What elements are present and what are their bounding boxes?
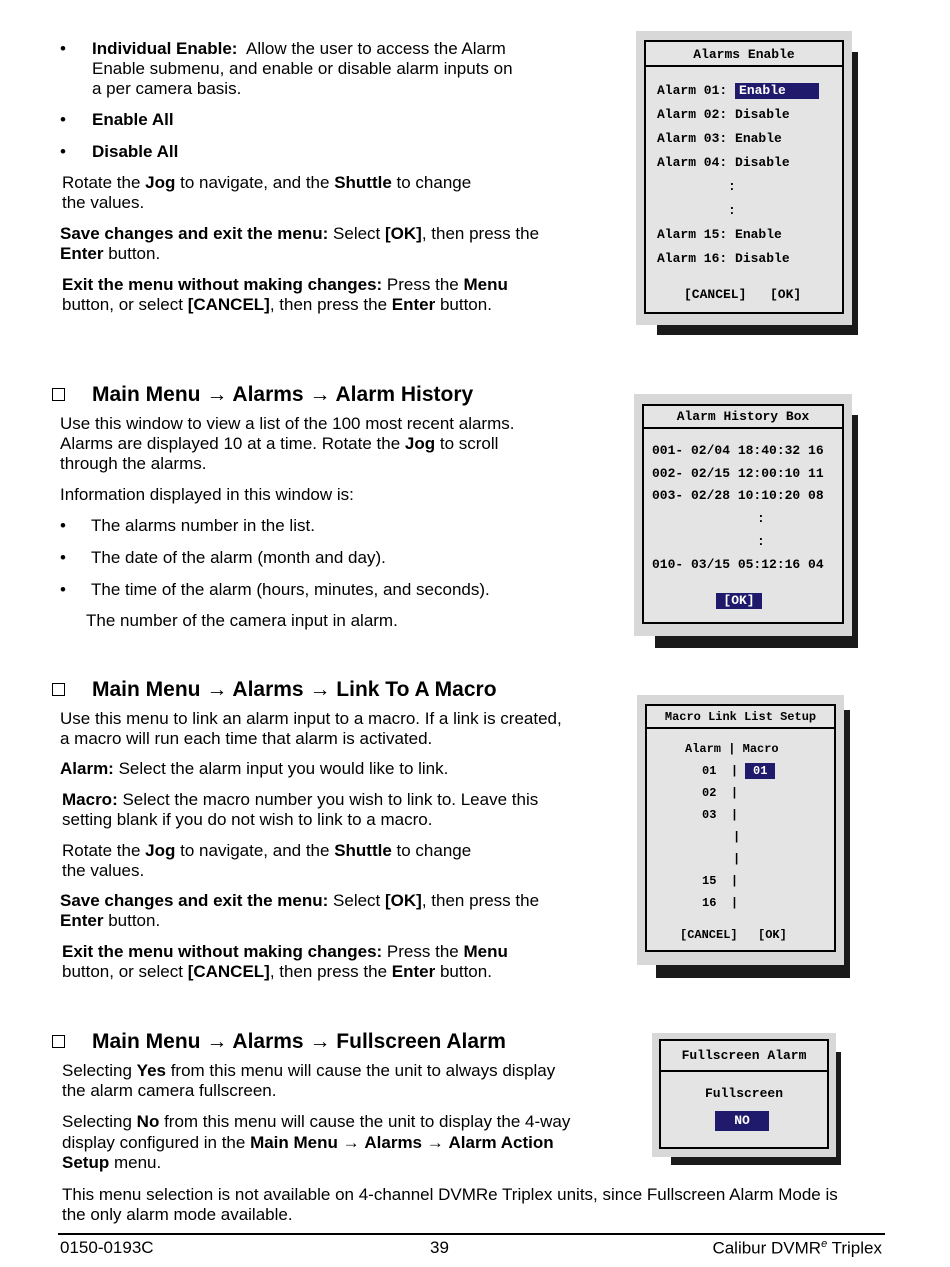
osd-title: Fullscreen Alarm (681, 1048, 807, 1063)
individual-enable-line1: Individual Enable: Allow the user to access the Alarm (92, 39, 506, 58)
paragraph: This menu selection is not available on 4-channel DVMRe Triplex units, since Fullscreen Alarm Mode is (62, 1185, 838, 1204)
alarm-description: Alarm: Select the alarm input you would like to link. (60, 759, 449, 778)
bullet: • (60, 142, 66, 161)
rotate-instruction-line2: the values. (62, 193, 145, 212)
rotate-instruction: Rotate the Jog to navigate, and the Shuttle to change (62, 841, 472, 860)
fullscreen-alarm-osd (652, 1033, 836, 1157)
rotate-instruction: Rotate the Jog to navigate, and the Shuttle to change (62, 173, 472, 192)
checkbox-icon (52, 683, 65, 696)
divider (644, 427, 842, 429)
paragraph: Selecting No from this menu will cause the unit to display the 4-way (62, 1112, 571, 1131)
bullet: • (60, 580, 66, 599)
cancel-button[interactable]: [CANCEL] (680, 928, 738, 942)
ok-button[interactable]: [OK] (770, 287, 802, 302)
ellipsis: : (757, 511, 765, 526)
paragraph: display configured in the Main Menu → Alarms → Alarm Action (62, 1133, 554, 1152)
osd-title: Alarms Enable (693, 47, 795, 62)
alarm-row-01[interactable]: Alarm 01: Enable (657, 83, 819, 99)
bullet: • (60, 110, 66, 129)
save-instruction-line2: Enter button. (60, 911, 161, 930)
exit-instruction: Exit the menu without making changes: Press the Menu (62, 942, 508, 961)
bullet: • (60, 516, 66, 535)
paragraph: Selecting Yes from this menu will cause the unit to always display (62, 1061, 556, 1080)
bullet: • (60, 548, 66, 567)
footer-rule (58, 1233, 885, 1235)
alarm-row-16[interactable]: Alarm 16: Disable (657, 251, 790, 266)
history-row: 010- 03/15 05:12:16 04 (652, 557, 824, 572)
macro-link-osd (637, 695, 844, 965)
individual-enable-line2: Enable submenu, and enable or disable alarm inputs on (92, 59, 513, 78)
alarm-01-value[interactable]: Enable (735, 83, 819, 99)
macro-description: Macro: Select the macro number you wish to link to. Leave this (62, 790, 539, 809)
separator: | (733, 830, 741, 844)
paragraph: a macro will run each time that alarm is activated. (60, 729, 433, 748)
list-item: The time of the alarm (hours, minutes, and seconds). (91, 580, 490, 599)
macro-row[interactable]: 15 | (702, 874, 739, 888)
alarms-enable-panel (644, 40, 844, 314)
paragraph: Use this menu to link an alarm input to a macro. If a link is created, (60, 709, 562, 728)
exit-instruction-line2: button, or select [CANCEL], then press the Enter button. (62, 962, 492, 981)
list-item: The alarms number in the list. (91, 516, 315, 535)
paragraph: The number of the camera input in alarm. (86, 611, 398, 630)
list-item: The date of the alarm (month and day). (91, 548, 386, 567)
ok-button[interactable]: [OK] (716, 593, 762, 609)
disable-all-item: Disable All (92, 142, 179, 161)
checkbox-icon (52, 1035, 65, 1048)
exit-instruction: Exit the menu without making changes: Press the Menu (62, 275, 508, 294)
alarm-row-04[interactable]: Alarm 04: Disable (657, 155, 790, 170)
alarms-enable-osd (636, 31, 852, 325)
section-heading-link-macro: Main Menu → Alarms → Link To A Macro (92, 678, 497, 701)
alarm-history-panel (642, 404, 844, 624)
paragraph: the only alarm mode available. (62, 1205, 293, 1224)
macro-row[interactable]: 02 | (702, 786, 739, 800)
paragraph: Alarms are displayed 10 at a time. Rotate the Jog to scroll (60, 434, 499, 453)
section-heading-fullscreen-alarm: Main Menu → Alarms → Fullscreen Alarm (92, 1030, 506, 1053)
cancel-button[interactable]: [CANCEL] (684, 287, 747, 302)
column-header: Alarm | Macro (685, 742, 779, 756)
macro-value-selected[interactable]: 01 (745, 763, 775, 779)
history-row: 002- 02/15 12:00:10 11 (652, 466, 824, 481)
save-instruction: Save changes and exit the menu: Select [OK], then press the (60, 891, 540, 910)
bullet: • (60, 39, 66, 58)
ok-button[interactable]: [OK] (758, 928, 787, 942)
alarm-history-osd (634, 394, 852, 636)
alarm-row-02[interactable]: Alarm 02: Disable (657, 107, 790, 122)
product-name: Calibur DVMR$^e$ Triplex (712, 1238, 882, 1258)
paragraph: Use this window to view a list of the 100 most recent alarms. (60, 414, 515, 433)
paragraph: Information displayed in this window is: (60, 485, 354, 504)
section-heading-alarm-history: Main Menu → Alarms → Alarm History (92, 383, 474, 406)
fullscreen-value[interactable]: NO (715, 1111, 769, 1131)
ellipsis: : (728, 179, 736, 194)
macro-row[interactable]: 01 | 01 (702, 763, 775, 779)
ellipsis: : (728, 203, 736, 218)
save-instruction: Save changes and exit the menu: Select [OK], then press the (60, 224, 540, 243)
ellipsis: : (757, 534, 765, 549)
history-row: 001- 02/04 18:40:32 16 (652, 443, 824, 458)
osd-title: Macro Link List Setup (664, 710, 817, 724)
osd-title: Alarm History Box (676, 409, 810, 424)
exit-instruction-line2: button, or select [CANCEL], then press the Enter button. (62, 295, 492, 314)
paragraph: Setup menu. (62, 1153, 162, 1172)
alarm-row-03[interactable]: Alarm 03: Enable (657, 131, 782, 146)
fullscreen-alarm-panel (659, 1039, 829, 1149)
macro-description-line2: setting blank if you do not wish to link to a macro. (62, 810, 433, 829)
rotate-instruction-line2: the values. (62, 861, 145, 880)
divider (647, 727, 834, 729)
enable-all-item: Enable All (92, 110, 174, 129)
macro-row[interactable]: 16 | (702, 896, 739, 910)
alarm-row-15[interactable]: Alarm 15: Enable (657, 227, 782, 242)
doc-number: 0150-0193C (60, 1238, 154, 1257)
checkbox-icon (52, 388, 65, 401)
individual-enable-line3: a per camera basis. (92, 79, 242, 98)
history-row: 003- 02/28 10:10:20 08 (652, 488, 824, 503)
fullscreen-label: Fullscreen (704, 1086, 783, 1101)
separator: | (733, 852, 741, 866)
page-number: 39 (430, 1238, 449, 1257)
paragraph: the alarm camera fullscreen. (62, 1081, 277, 1100)
paragraph: through the alarms. (60, 454, 207, 473)
save-instruction-line2: Enter button. (60, 244, 161, 263)
divider (646, 65, 842, 67)
macro-link-panel (645, 704, 836, 952)
macro-row[interactable]: 03 | (702, 808, 739, 822)
divider (661, 1070, 827, 1072)
